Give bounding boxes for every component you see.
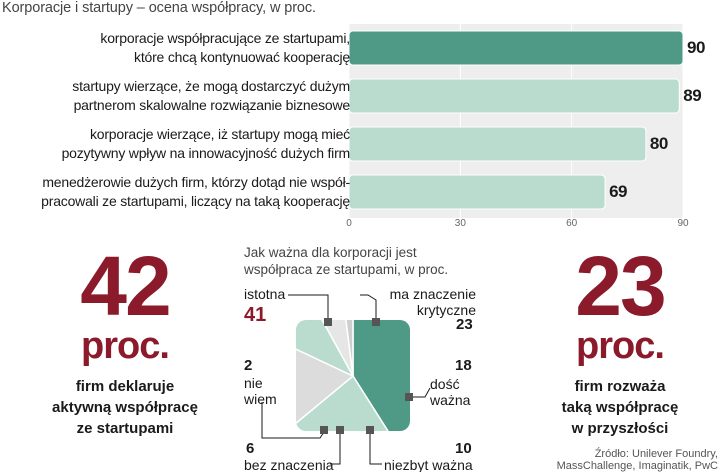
- left-stat-line: aktywną współpracę: [52, 399, 198, 416]
- slice-value-bez: 6: [246, 440, 255, 457]
- leader-line-istotna: [288, 295, 328, 320]
- bar-category-line: pozytywny wpływ na innowacyjność dużych firm: [61, 145, 350, 161]
- slice-value-niezbyt: 10: [455, 440, 472, 457]
- marker-dosc: [405, 393, 413, 401]
- slice-label-bez: bez znaczenia: [244, 457, 334, 472]
- bar-value-label: 80: [649, 134, 668, 153]
- bar-value-label: 89: [683, 86, 702, 105]
- slice-label-krytyczne: [372, 286, 476, 318]
- slice-label-niezbyt: niezbyt ważna: [384, 457, 473, 472]
- left-stat-line: ze startupami: [76, 420, 174, 437]
- bar-value-label: 90: [687, 38, 705, 57]
- bar-category-line: korporacje współpracujące ze startupami,: [100, 30, 350, 46]
- x-tick-label: 0: [346, 218, 352, 229]
- bar-category-line: partnerom skalowalne rozwiązanie biznesowe: [73, 97, 350, 113]
- bar-category-line: menedżerowie dużych firm, którzy dotąd nie współ-: [42, 174, 350, 190]
- bar-category-line: które chcą kontynuować kooperację: [134, 49, 350, 65]
- slice-label-line: nie: [244, 375, 263, 391]
- source-note: [557, 448, 718, 472]
- left-stat-number: 42: [80, 239, 170, 333]
- slice-value-krytyczne: 23: [456, 316, 473, 333]
- slice-label-dosc: [430, 376, 470, 408]
- slice-label-line: krytyczne: [416, 302, 476, 318]
- marker-krytyczne: [372, 318, 380, 326]
- slice-value-istotna: 41: [244, 304, 267, 326]
- bar-value-label: 69: [609, 182, 627, 201]
- source-line: Źródło: Unilever Foundry,: [594, 448, 718, 460]
- left-stat-line: firm deklaruje: [75, 378, 175, 395]
- slice-label-niewiem: [244, 375, 277, 407]
- bar-category-line: pracowali ze startupami, liczący na taką kooperację: [41, 193, 350, 209]
- right-stat-line: taką współpracę: [561, 399, 679, 416]
- source-line: MassChallenge, Imaginatik, PwC: [556, 460, 718, 472]
- pie-title-line: Jak ważna dla korporacji jest: [244, 245, 417, 260]
- slice-value-dosc: 18: [455, 357, 472, 374]
- pie-title-line: współpraca ze startupami, w proc.: [244, 262, 449, 277]
- slice-label-line: dość: [430, 376, 460, 392]
- right-stat-line: w przyszłości: [571, 420, 669, 437]
- slice-label-line: ma znaczenie: [389, 286, 476, 302]
- x-tick-label: 60: [566, 218, 578, 229]
- marker-niewiem: [320, 426, 328, 434]
- slice-value-niewiem: 2: [244, 357, 253, 374]
- right-stat-unit: proc.: [576, 325, 664, 367]
- bar-category-line: korporacje wierzące, iż startupy mogą mieć: [89, 126, 350, 142]
- x-tick-label: 90: [677, 218, 689, 229]
- left-stat-unit: proc.: [81, 325, 169, 367]
- slice-label-istotna: istotna: [244, 286, 286, 302]
- slice-label-line: ważna: [430, 392, 471, 408]
- bar-category-line: startupy wierzące, że mogą dostarczyć dużym: [72, 78, 350, 94]
- leader-line-niezbyt: [370, 430, 382, 464]
- right-stat-number: 23: [575, 239, 665, 333]
- marker-bez: [336, 426, 344, 434]
- x-tick-label: 30: [454, 218, 466, 229]
- marker-niezbyt: [366, 426, 374, 434]
- chart-title: Korporacje i startupy – ocena współpracy, w proc.: [2, 0, 316, 16]
- right-stat-line: firm rozważa: [574, 378, 666, 395]
- slice-label-line: wiem: [244, 391, 277, 407]
- marker-istotna: [324, 318, 332, 326]
